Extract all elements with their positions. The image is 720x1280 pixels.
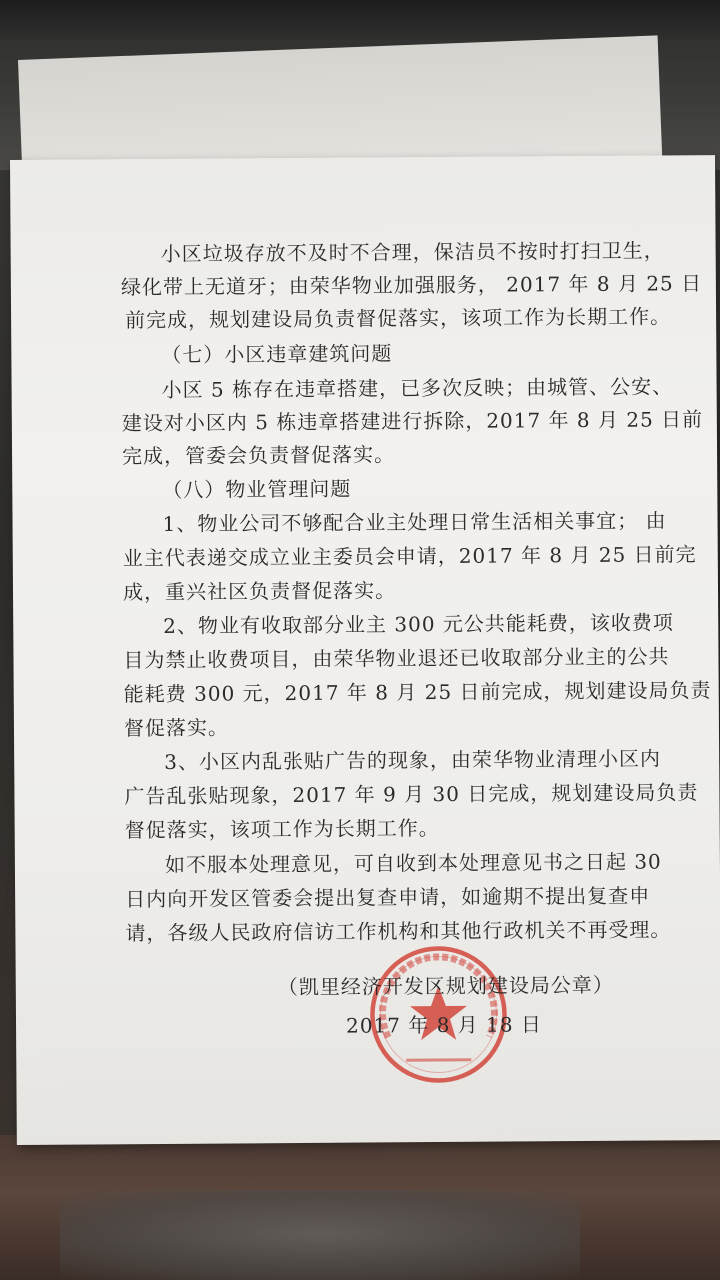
- document-page: [10, 155, 720, 1145]
- text-line: 请，各级人民政府信访工作机构和其他行政机关不再受理。: [125, 917, 672, 946]
- text-line: 如不服本处理意见，可自收到本处理意见书之日起 30: [164, 849, 662, 877]
- section-heading: （八）物业管理问题: [162, 476, 352, 502]
- text-line: 1、物业公司不够配合业主处理日常生活相关事宜； 由: [162, 508, 667, 536]
- text-line: 完成，管委会负责督促落实。: [121, 442, 396, 469]
- text-line: 3、小区内乱张贴广告的现象，由荣华物业清理小区内: [164, 746, 662, 774]
- text-line: 广告乱张贴现象，2017 年 9 月 30 日完成，规划建设局负责: [124, 780, 699, 809]
- monitor-edge: [0, 0, 720, 40]
- floor-shadow: [60, 1190, 580, 1280]
- text-line: 日内向开发区管委会提出复查申请，如逾期不提出复查申: [125, 883, 651, 912]
- text-line: 小区 5 栋存在违章搭建，已多次反映；由城管、公安、: [161, 374, 674, 402]
- text-line: 督促落实，该项工作为长期工作。: [124, 816, 440, 843]
- document-date: 2017 年 8 月 18 日: [345, 1012, 542, 1038]
- text-line: 业主代表递交成立业主委员会申请，2017 年 8 月 25 日前完: [122, 542, 697, 571]
- text-line: 2、物业有收取部分业主 300 元公共能耗费，该收费项: [163, 610, 674, 638]
- text-line: 前完成，规划建设局负责督促落实，该项工作为长期工作。: [125, 304, 672, 333]
- text-line: 督促落实。: [123, 715, 230, 741]
- text-line: 绿化带上无道牙；由荣华物业加强服务， 2017 年 8 月 25 日: [120, 271, 703, 300]
- seal-caption: （凯里经济开发区规划建设局公章）: [277, 972, 614, 1000]
- text-line: 目为禁止收费项目，由荣华物业退还已收取部分业主的公共: [123, 644, 670, 673]
- text-line: 小区垃圾存放不及时不合理，保洁员不按时打扫卫生，: [160, 238, 665, 266]
- text-line: 建设对小区内 5 栋违章搭建进行拆除，2017 年 8 月 25 日前: [121, 407, 704, 436]
- text-line: 能耗费 300 元，2017 年 8 月 25 日前完成，规划建设局负责: [123, 678, 712, 707]
- section-heading: （七）小区违章建筑问题: [161, 341, 393, 367]
- text-line: 成，重兴社区负责督促落实。: [122, 578, 397, 605]
